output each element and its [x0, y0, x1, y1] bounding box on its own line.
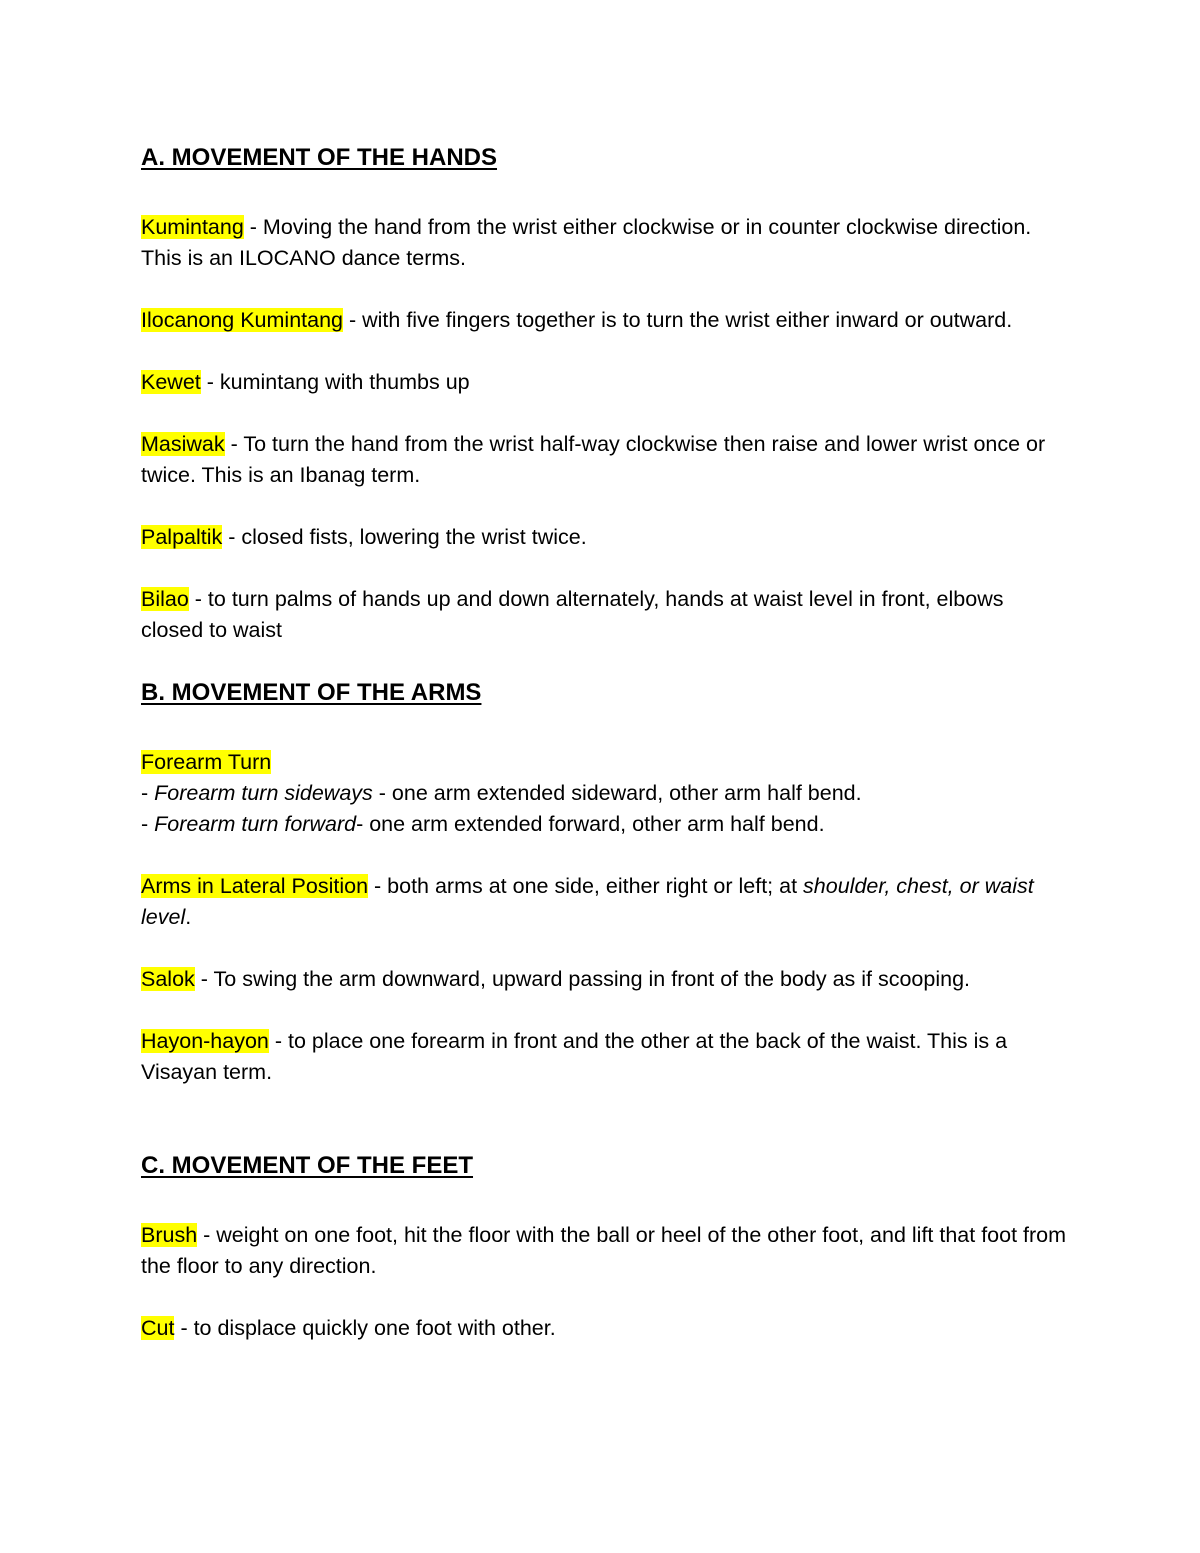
section-heading-feet: C. MOVEMENT OF THE FEET [141, 1152, 474, 1179]
term-kewet: Kewet [141, 370, 201, 394]
definition-text: - Moving the hand from the wrist either clockwise or in counter clockwise direction. This is an ILOCANO dance terms. [141, 215, 1032, 270]
definition-text: - To turn the hand from the wrist half-way clockwise then raise and lower wrist once or twice. This is an Ibanag term. [141, 432, 1046, 487]
sub-definition-forearm-forward: - Forearm turn forward- one arm extended forward, other arm half bend. [141, 812, 825, 836]
definition-brush [141, 1220, 1071, 1282]
definition-salok [141, 964, 1071, 995]
definition-text: - weight on one foot, hit the floor with the ball or heel of the other foot, and lift that foot from the floor to any direction. [141, 1223, 1067, 1278]
definition-text: - To swing the arm downward, upward passing in front of the body as if scooping. [194, 967, 971, 991]
definition-forearm-turn [141, 747, 1071, 778]
term-palpaltik: Palpaltik [141, 525, 223, 549]
term-hayon-hayon: Hayon-hayon [141, 1029, 269, 1053]
definition-palpaltik [141, 522, 1071, 553]
sub-term-forearm-sideways: Forearm turn sideways [154, 781, 373, 805]
term-brush: Brush [141, 1223, 198, 1247]
definition-masiwak [141, 429, 1071, 491]
section-heading-arms: B. MOVEMENT OF THE ARMS [141, 679, 482, 706]
definition-bilao [141, 584, 1071, 646]
definition-kewet [141, 367, 1071, 398]
term-kumintang: Kumintang [141, 215, 244, 239]
definition-text: - closed fists, lowering the wrist twice. [222, 525, 587, 549]
sub-term-forearm-forward: Forearm turn forward [154, 812, 357, 836]
definition-arms-lateral: Arms in Lateral Position - both arms at one side, either right or left; at shoulder, chest, or waist level. [141, 874, 1034, 929]
definition-text: - to displace quickly one foot with other. [174, 1316, 556, 1340]
definition-cut [141, 1313, 1071, 1344]
lateral-levels: shoulder, chest, or waist level [141, 874, 1034, 929]
section-heading-hands: A. MOVEMENT OF THE HANDS [141, 144, 498, 171]
definition-text: - to turn palms of hands up and down alternately, hands at waist level in front, elbows closed to waist [141, 587, 1004, 642]
definition-text: - kumintang with thumbs up [200, 370, 470, 394]
definition-ilocanong-kumintang [141, 305, 1071, 336]
definition-text: - with five fingers together is to turn the wrist either inward or outward. [343, 308, 1013, 332]
definition-kumintang [141, 212, 1071, 274]
definition-hayon-hayon [141, 1026, 1071, 1088]
definition-text: - to place one forearm in front and the other at the back of the waist. This is a Visayan term. [141, 1029, 1008, 1084]
term-arms-lateral: Arms in Lateral Position [141, 874, 369, 898]
term-ilocanong-kumintang: Ilocanong Kumintang [141, 308, 344, 332]
sub-definition-forearm-sideways: - Forearm turn sideways - one arm extended sideward, other arm half bend. [141, 781, 862, 805]
term-cut: Cut [141, 1316, 175, 1340]
term-masiwak: Masiwak [141, 432, 225, 456]
term-forearm-turn: Forearm Turn [141, 750, 272, 774]
term-salok: Salok [141, 967, 195, 991]
term-bilao: Bilao [141, 587, 189, 611]
document-page [141, 142, 1071, 1344]
